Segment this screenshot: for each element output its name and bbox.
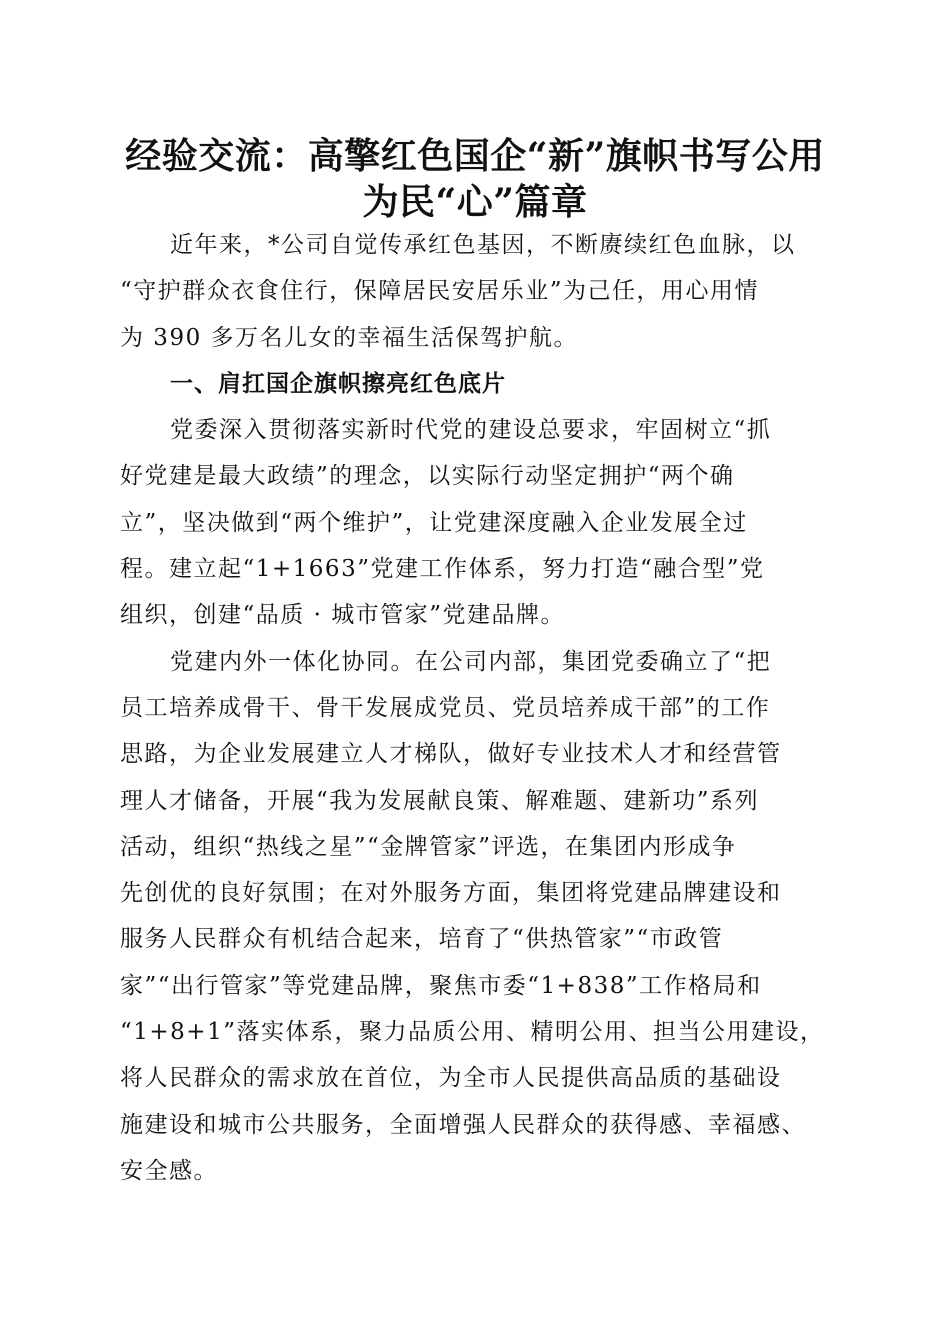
text-line: 将人民群众的需求放在首位，为全市人民提供高品质的基础设 [120, 1065, 782, 1092]
title-line: 经验交流：高擎红色国企“新”旗帜书写公用 [125, 135, 825, 177]
paragraph-2 [120, 639, 840, 1195]
text-line: 施建设和城市公共服务，全面增强人民群众的获得感、幸福感、 [120, 1111, 806, 1138]
text-line: 理人才储备，开展“我为发展献良策、解难题、建新功”系列 [120, 787, 760, 814]
text-line: 好党建是最大政绩”的理念，以实际行动坚定拥护“两个确 [120, 463, 735, 490]
text-line: 服务人民群众有机结合起来，培育了“供热管家”“市政管 [120, 926, 724, 953]
text-line: 立”，坚决做到“两个维护”，让党建深度融入企业发展全过 [120, 509, 748, 536]
text-line: “守护群众衣食住行，保障居民安居乐业”为己任，用心用情 [120, 278, 760, 305]
section-heading: 一、肩扛国企旗帜擦亮红色底片 [170, 370, 506, 397]
text-line: 党委深入贯彻落实新时代党的建设总要求，牢固树立“抓 [170, 417, 772, 444]
text-line: 组织，创建“品质 · 城市管家”党建品牌。 [120, 602, 565, 629]
text-line: 近年来，*公司自觉传承红色基因，不断赓续红色血脉，以 [170, 232, 796, 258]
text-line: 程。建立起“1+1663”党建工作体系，努力打造“融合型”党 [120, 556, 765, 583]
document-body [120, 222, 840, 1194]
text-line: 员工培养成骨干、骨干发展成党员、党员培养成干部”的工作 [120, 694, 771, 721]
title-line: 为民“心”篇章 [362, 181, 588, 223]
text-line: 活动，组织“热线之星”“金牌管家”评选，在集团内形成争 [120, 833, 737, 860]
text-line: 家”“出行管家”等党建品牌，聚焦市委“1+838”工作格局和 [120, 972, 762, 999]
text-line: 先创优的良好氛围；在对外服务方面，集团将党建品牌建设和 [120, 880, 782, 907]
text-line: 党建内外一体化协同。在公司内部，集团党委确立了“把 [170, 648, 772, 675]
text-line: 安全感。 [120, 1157, 218, 1184]
intro-paragraph [120, 222, 840, 361]
text-line: 为 390 多万名儿女的幸福生活保驾护航。 [120, 324, 579, 351]
paragraph-1 [120, 407, 840, 638]
document-title [110, 133, 840, 225]
text-line: 思路，为企业发展建立人才梯队，做好专业技术人才和经营管 [120, 741, 782, 768]
text-line: “1+8+1”落实体系，聚力品质公用、精明公用、担当公用建设， [120, 1019, 825, 1046]
